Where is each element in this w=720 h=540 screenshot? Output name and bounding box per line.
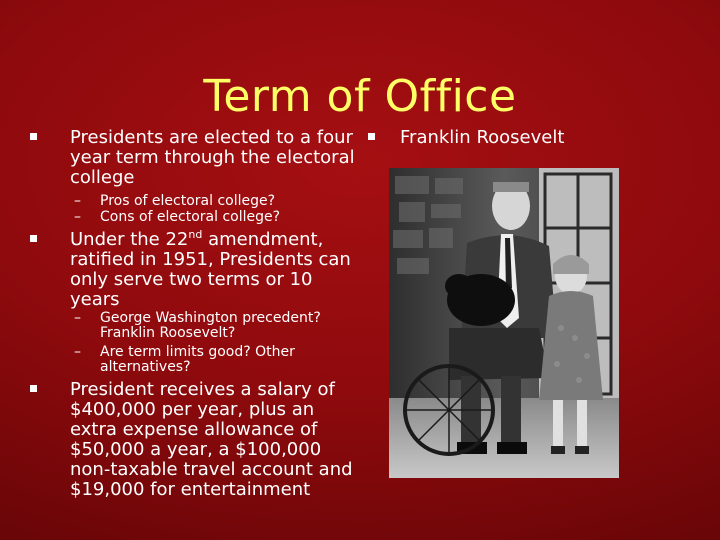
bullet-square-icon [368, 133, 375, 140]
sub-bullet-text [100, 311, 321, 341]
sub-bullet-line: alternatives? [100, 359, 191, 375]
bullet-line: $50,000 a year, a $100,000 [70, 439, 322, 460]
bullet-line: extra expense allowance of [70, 419, 318, 440]
bullet-square-icon [30, 235, 37, 242]
sub-bullet-line: Are term limits good? Other [100, 344, 295, 360]
bullet-line: President receives a salary of [70, 379, 335, 400]
bullet-line: non-taxable travel account and [70, 459, 353, 480]
bullet-line: years [70, 289, 120, 310]
dash-marker: – [74, 193, 81, 209]
bullet-roosevelt [368, 128, 668, 152]
bullet-text [70, 128, 355, 188]
bullet-line: only serve two terms or 10 [70, 269, 313, 290]
bullet-line: college [70, 167, 135, 188]
bullet-line-end: amendment, [202, 229, 324, 250]
bullet-text [70, 230, 351, 310]
roosevelt-photo [389, 168, 619, 478]
bullet-line: Presidents are elected to a four [70, 127, 353, 148]
sub-bullet-text [100, 345, 295, 375]
bullet-square-icon [30, 133, 37, 140]
sub-bullet-line: George Washington precedent? [100, 310, 321, 326]
sub-bullet-text: Cons of electoral college? [100, 209, 281, 225]
dash-marker: – [74, 310, 81, 326]
bullet-22nd-amendment [30, 230, 370, 310]
dash-marker: – [74, 209, 81, 225]
bullet-line: $19,000 for entertainment [70, 479, 311, 500]
slide-title: Term of Office [203, 71, 517, 123]
sub-bullet-text: Pros of electoral college? [100, 193, 276, 209]
bullet-square-icon [30, 385, 37, 392]
dash-marker: – [74, 344, 81, 360]
bullet-term-length [30, 128, 370, 188]
photo-caption: Franklin Roosevelt [400, 127, 565, 148]
bullet-line: $400,000 per year, plus an [70, 399, 315, 420]
bullet-text [70, 380, 353, 500]
bullet-line-start: Under the 22 [70, 229, 189, 250]
bullet-line: ratified in 1951, Presidents can [70, 249, 351, 270]
sub-bullet-line: Franklin Roosevelt? [100, 325, 236, 341]
bullet-salary [30, 380, 370, 500]
bullet-line [70, 230, 351, 250]
photo-illustration [389, 168, 619, 478]
bullet-line: year term through the electoral [70, 147, 355, 168]
ordinal-suffix: nd [188, 228, 203, 241]
